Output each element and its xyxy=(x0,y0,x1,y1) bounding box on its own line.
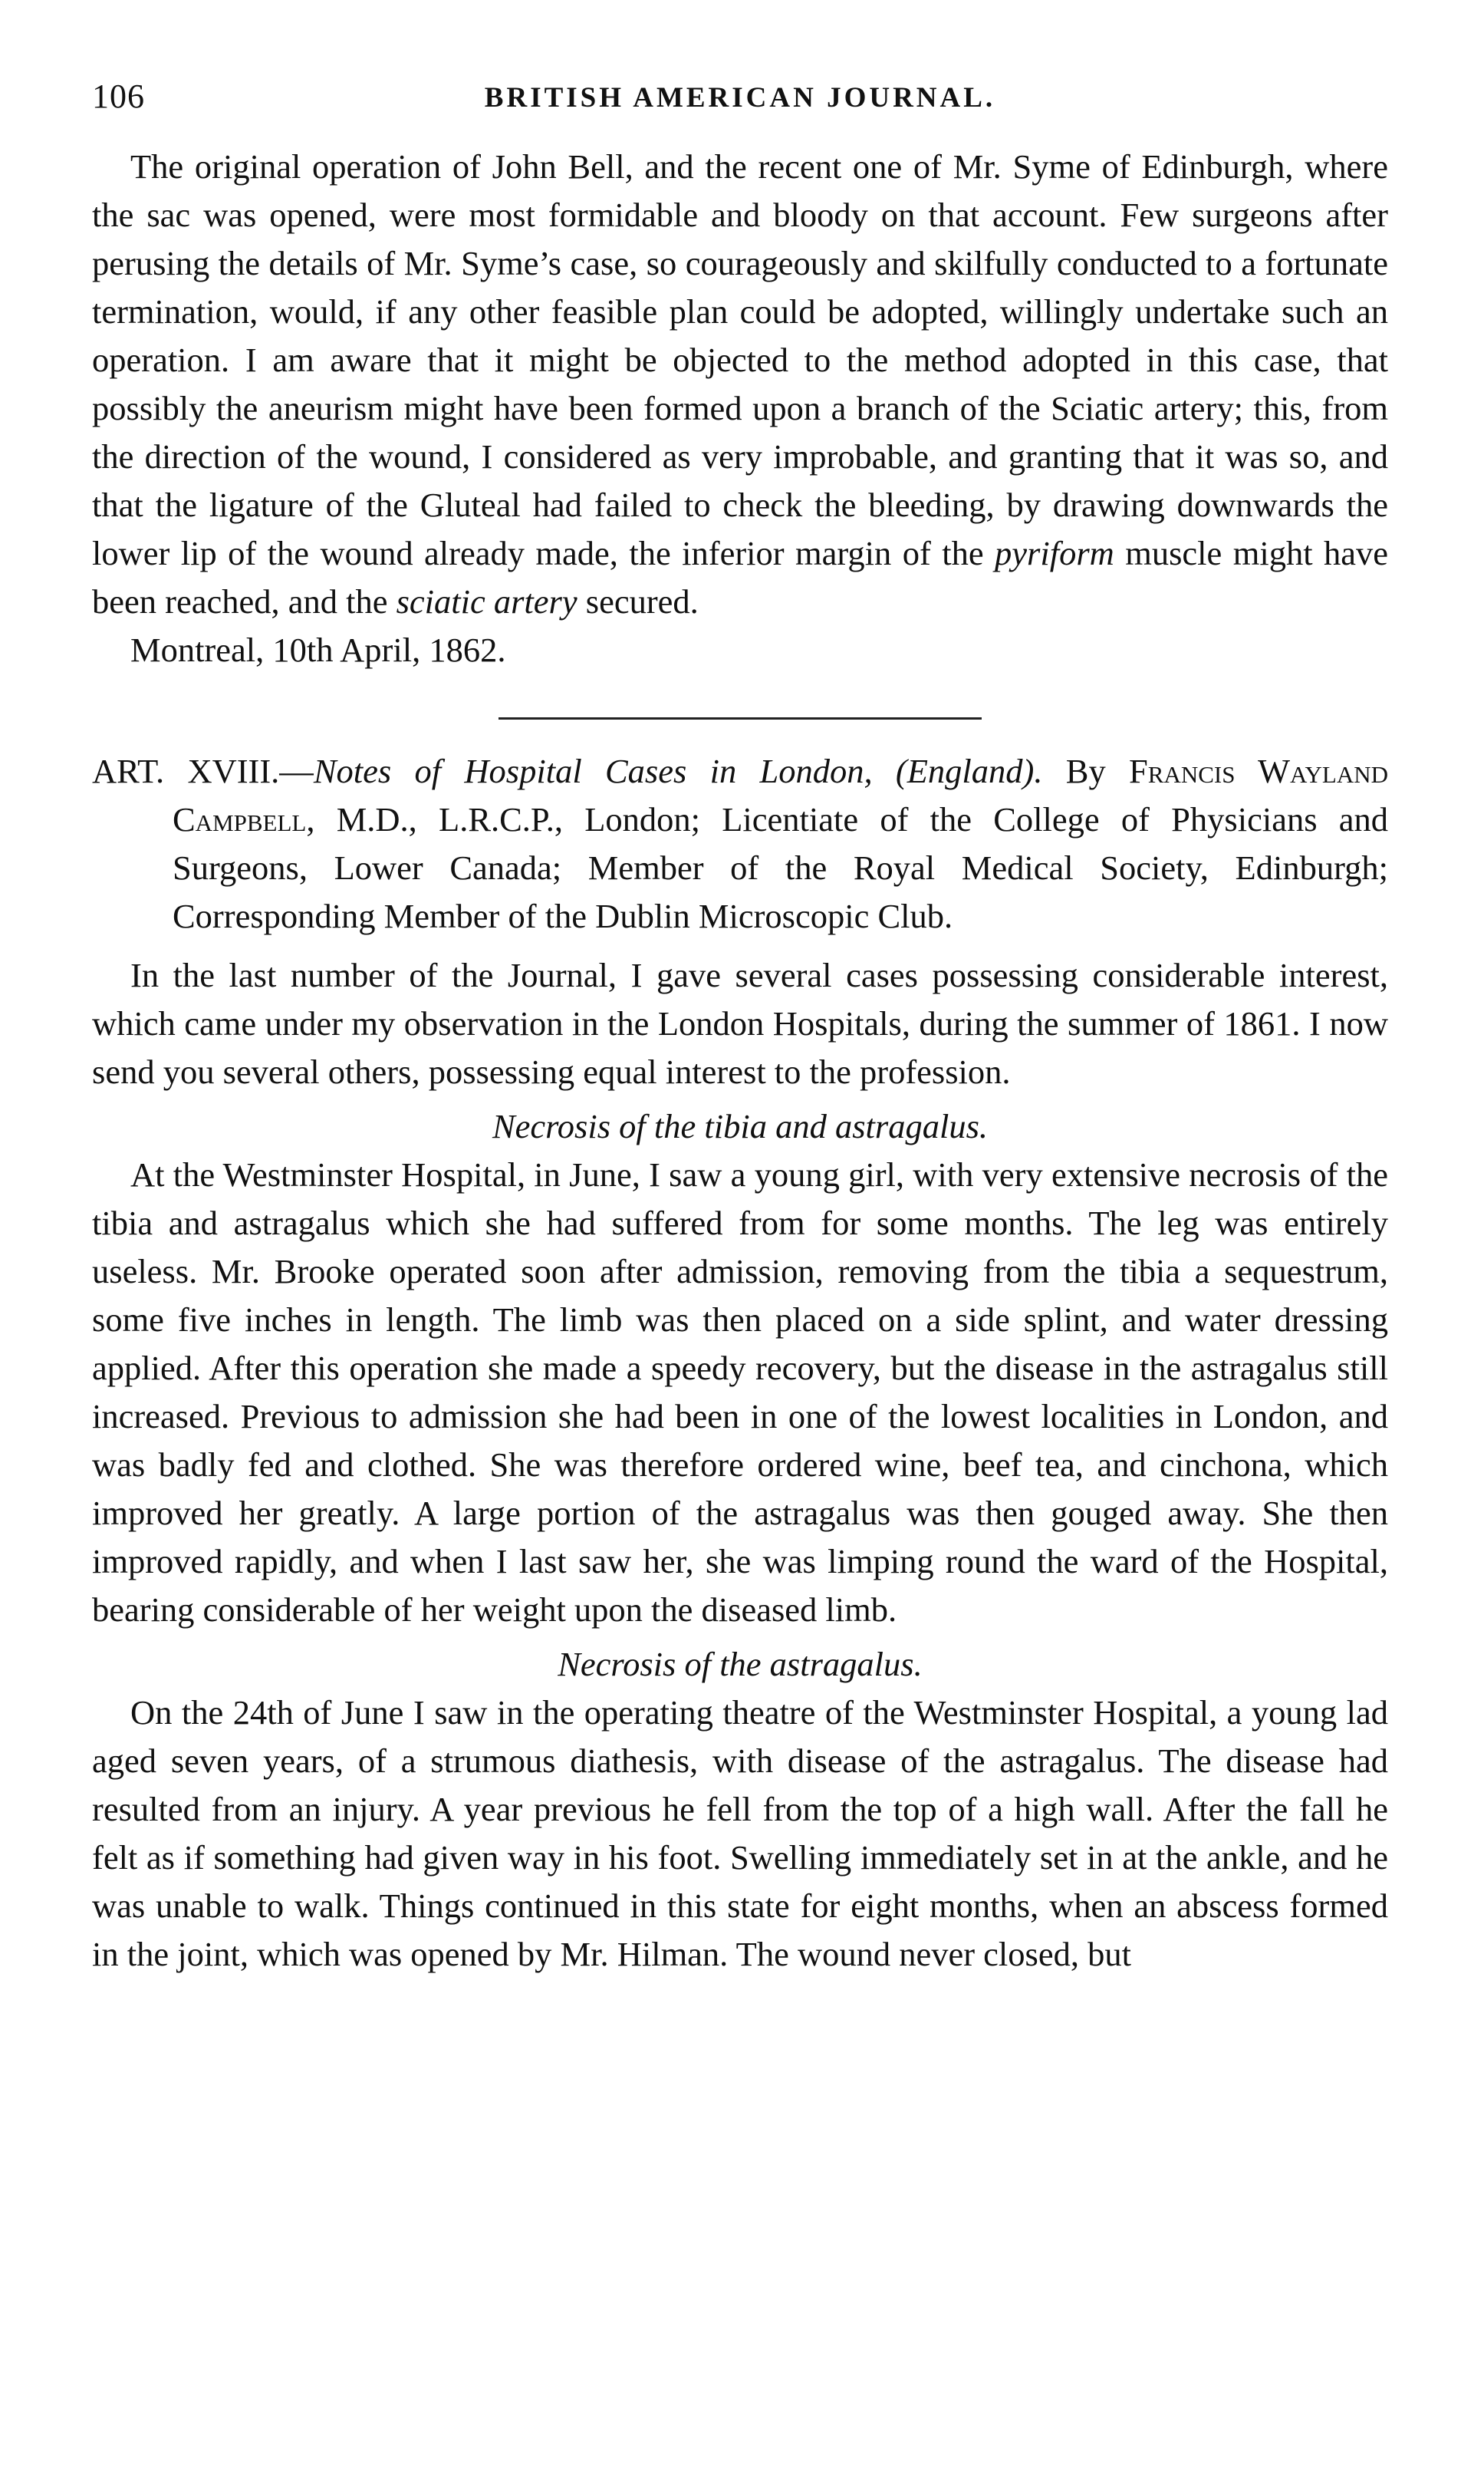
closing-paragraph-italic-2: sciatic artery xyxy=(396,582,577,621)
case-1-heading: Necrosis of the tibia and astragalus. xyxy=(492,1107,989,1145)
case-1-paragraph: At the Westminster Hospital, in June, I saw a young girl, with very extensive necrosis of the tibia and astragalus which she had suffered from for some months. The leg was entirely useless. Mr. Brooke operated soon after admission, removing from the tibia a sequestrum, some five inches in length. The limb was then placed on a side splint, and water dressing applied. After this operation she made a speedy recovery, but the disease in the astragalus still increased. Previous to admission she had been in one of the lowest localities in London, and was badly fed and clothed. She was therefore ordered wine, beef tea, and cinchona, which improved her greatly. A large portion of the astragalus was then gouged away. She then improved rapidly, and when I last saw her, she was limping round the ward of the Hospital, bearing considerable of her weight upon the diseased limb. xyxy=(92,1155,1388,1629)
article-by: By xyxy=(1042,752,1130,790)
closing-paragraph-text-1: The original operation of John Bell, and the recent one of Mr. Syme of Edinburgh, where the sac was opened, were most formidable and bloody on that account. Few surgeons after perusing the details of Mr. Syme’s case, so courageously and skilfully conducted to a fortunate termination, would, if any other feasible plan could be adopted, willingly undertake such an operation. I am aware that it might be objected to the method adopted in this case, that possibly the aneurism might have been formed upon a branch of the Sciatic artery; this, from the direction of the wound, I considered as very improbable, and granting that it was so, and that the ligature of the Gluteal had failed to check the bleeding, by drawing downwards the lower lip of the wound already made, the inferior margin of the xyxy=(92,147,1388,572)
article-number: ART. XVIII.— xyxy=(92,752,314,790)
running-title: BRITISH AMERICAN JOURNAL. xyxy=(484,82,996,114)
section-divider xyxy=(499,717,982,720)
article-title: Notes of Hospital Cases in London, (England). xyxy=(313,752,1043,790)
closing-paragraph-italic-1: pyriform xyxy=(995,534,1114,572)
closing-paragraph-text-2: muscle might have been reached, and the xyxy=(92,534,1389,621)
article-credentials: M.D., L.R.C.P., London; Licentiate of the College of Physicians and Surgeons, Lower Canada; Member of the Royal Medical Society, Edinburgh; Corresponding Member of the Dublin Microscopic Club. xyxy=(173,800,1388,935)
closing-paragraph xyxy=(92,143,1388,626)
journal-page xyxy=(92,77,1388,1979)
dateline: Montreal, 10th April, 1862. xyxy=(130,631,506,669)
case-2-paragraph: On the 24th of June I saw in the operating theatre of the Westminster Hospital, a young lad aged seven years, of a strumous diathesis, with disease of the astragalus. The disease had resulted from an injury. A year previous he fell from the top of a high wall. After the fall he felt as if something had given way in his foot. Swelling immediately set in at the ankle, and he was unable to walk. Things continued in this state for eight months, when an abscess formed in the joint, which was opened by Mr. Hilman. The wound never closed, but xyxy=(92,1693,1388,1973)
closing-paragraph-text-3: secured. xyxy=(577,582,699,621)
page-number: 106 xyxy=(92,77,145,115)
article-author: Francis Wayland Campbell, xyxy=(173,752,1388,839)
intro-paragraph: In the last number of the Journal, I gave several cases possessing considerable interest, which came under my observation in the London Hospitals, during the summer of 1861. I now send you several others, possessing equal interest to the profession. xyxy=(92,956,1388,1091)
page-header xyxy=(92,77,1388,123)
case-2-heading: Necrosis of the astragalus. xyxy=(558,1645,923,1683)
article-heading xyxy=(92,747,1388,941)
